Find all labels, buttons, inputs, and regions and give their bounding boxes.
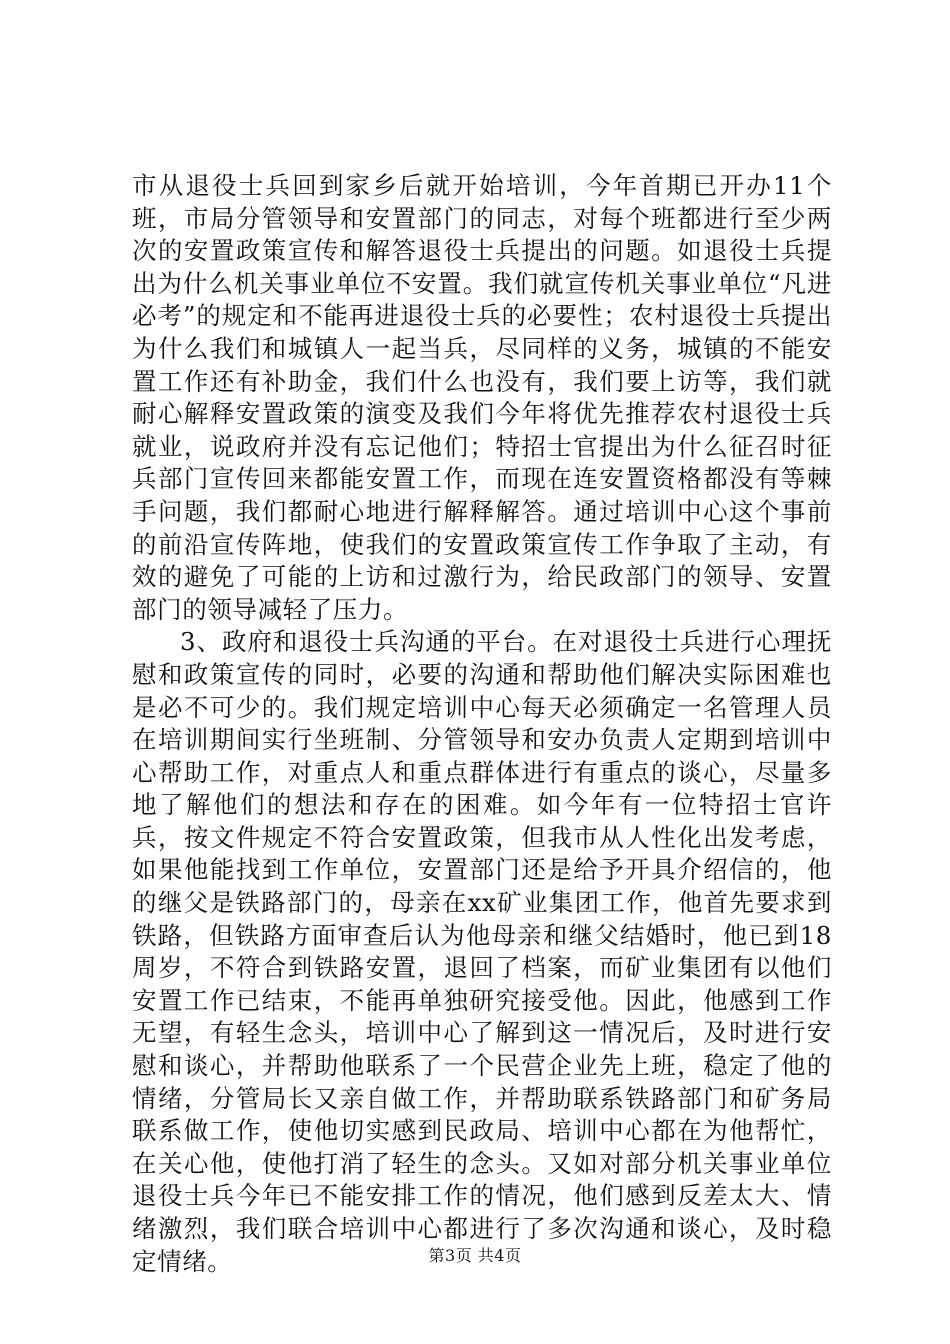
document-body	[132, 170, 832, 1278]
body-paragraph: 市从退役士兵回到家乡后就开始培训，今年首期已开办11个班，市局分管领导和安置部门的同志，对每个班都进行至少两次的安置政策宣传和解答退役士兵提出的问题。如退役士兵提出为什么机关事业单位不安置。我们就宣传机关事业单位“凡进必考”的规定和不能再进退役士兵的必要性；农村退役士兵提出为什么我们和城镇人一起当兵，尽同样的义务，城镇的不能安置工作还有补助金，我们什么也没有，我们要上访等，我们就耐心解释安置政策的演变及我们今年将优先推荐农村退役士兵就业，说政府并没有忘记他们；特招士官提出为什么征召时征兵部门宣传回来都能安置工作，而现在连安置资格都没有等棘手问题，我们都耐心地进行解释解答。通过培训中心这个事前的前沿宣传阵地，使我们的安置政策宣传工作争取了主动，有效的避免了可能的上访和过激行为，给民政部门的领导、安置部门的领导减轻了压力。	[132, 171, 832, 624]
body-paragraph: 3、政府和退役士兵沟通的平台。在对退役士兵进行心理抚慰和政策宣传的同时，必要的沟通和帮助他们解决实际困难也是必不可少的。我们规定培训中心每天必须确定一名管理人员在培训期间实行坐班制、分管领导和安办负责人定期到培训中心帮助工作，对重点人和重点群体进行有重点的谈心，尽量多地了解他们的想法和存在的困难。如今年有一位特招士官许兵，按文件规定不符合安置政策，但我市从人性化出发考虑，如果他能找到工作单位，安置部门还是给予开具介绍信的，他的继父是铁路部门的，母亲在xx矿业集团工作，他首先要求到铁路，但铁路方面审查后认为他母亲和继父结婚时，他已到18周岁，不符合到铁路安置，退回了档案，而矿业集团有以他们安置工作已结束，不能再单独研究接受他。因此，他感到工作无望，有轻生念头，培训中心了解到这一情况后，及时进行安慰和谈心，并帮助他联系了一个民营企业先上班，稳定了他的情绪，分管局长又亲自做工作，并帮助联系铁路部门和矿务局联系做工作，使他切实感到民政局、培训中心都在为他帮忙，在关心他，使他打消了轻生的念头。又如对部分机关事业单位退役士兵今年已不能安排工作的情况，他们感到反差太大、情绪激烈，我们联合培训中心都进行了多次沟通和谈心，及时稳定情绪。	[132, 627, 832, 1276]
page-number: 第3页 共4页	[428, 1246, 522, 1265]
